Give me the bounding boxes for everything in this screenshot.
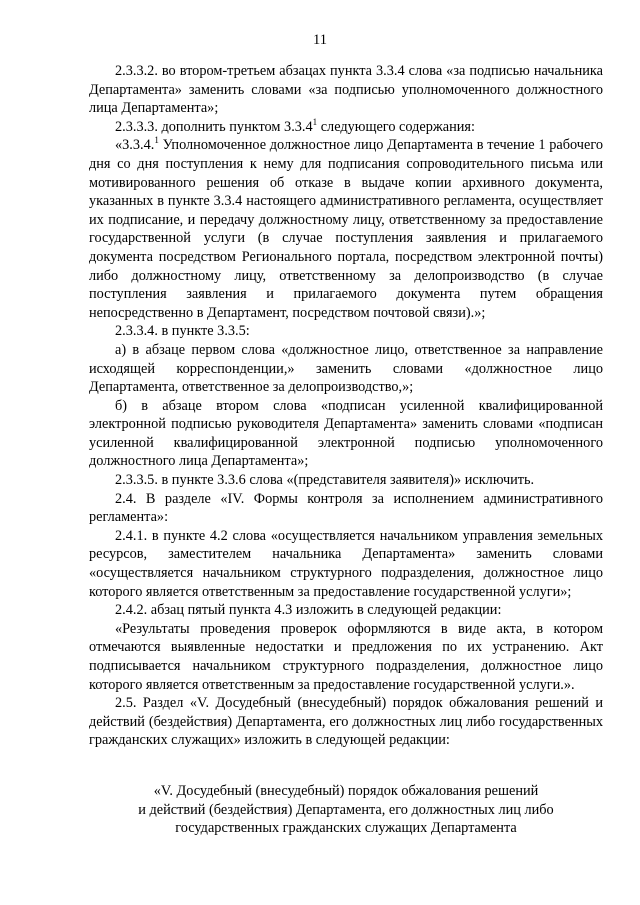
superscript: 1	[154, 135, 159, 146]
paragraph-text: 2.5. Раздел «V. Досудебный (внесудебный) порядок обжалования решений и действий (бездействия) Департамента, его должностных лиц либо государственных гражданских служащих» изложить в следующей редакции:	[89, 695, 603, 749]
heading-line: государственных гражданских служащих Департамента	[175, 820, 517, 837]
paragraph-text: «3.3.4.	[115, 137, 155, 154]
paragraph-text-after: Уполномоченное должностное лицо Департамента в течение 1 рабочего дня со дня поступления к нему для подписания сопроводительного письма или мотивированного решения об отказе в выдаче копии архивного документа, указанных в пункте 3.3.4 настоящего административного регламента, осуществляет их подписание, и передачу должностному лицу, ответственному за предоставление государственной услуги (в случае поступления заявления и прилагаемого документа посредством Регионального портала, посредством электронной почты) либо должностному лицу, ответственному за делопроизводство (в случае поступления заявления и прилагаемого документа путем обращения непосредственно в Департамент, посредством почтовой связи).»;	[89, 137, 603, 321]
paragraph-3-3-4-1	[89, 136, 603, 322]
paragraph-text: «Результаты проведения проверок оформляются в виде акта, в котором отмечаются выявленные недостатки и предложения по их устранению. Акт подписывается начальником структурного подразделения, должностное лицо которого является ответственным за предоставление государственной услуги.».	[89, 620, 603, 693]
paragraph-item-a	[89, 341, 603, 397]
section-heading	[89, 782, 603, 838]
paragraph-2-3-3-2	[89, 62, 603, 118]
paragraph-item-b	[89, 397, 603, 471]
paragraph-text: а) в абзаце первом слова «должностное лицо, ответственное за направление исходящей корреспонденции,» заменить словами «должностное лицо Департамента, ответственное за делопроизводство,»;	[89, 341, 603, 396]
paragraph-2-4	[89, 490, 603, 527]
page-number: 11	[313, 32, 327, 48]
paragraph-2-4-2	[89, 601, 603, 620]
paragraph-2-3-3-5	[89, 471, 603, 490]
document-body	[89, 62, 603, 750]
paragraph-text: б) в абзаце втором слова «подписан усиленной квалифицированной электронной подписью руководителя Департамента» заменить словами «подписан усиленной квалифицированной электронной подписью уполномоченного должностного лица Департамента»;	[89, 397, 603, 470]
paragraph-quote-results	[89, 620, 603, 694]
heading-line: «V. Досудебный (внесудебный) порядок обжалования решений	[153, 783, 539, 799]
paragraph-text: 2.3.3.3. дополнить пунктом 3.3.4	[115, 118, 313, 135]
paragraph-text: 2.4. В разделе «IV. Формы контроля за исполнением административного регламента»:	[89, 490, 603, 526]
paragraph-text: 2.4.1. в пункте 4.2 слова «осуществляется начальником управления земельных ресурсов, заместителем начальника Департамента» заменить словами «осуществляется начальником структурного подразделения, должностное лицо которого является ответственным за предоставление государственной услуги»;	[89, 527, 603, 600]
paragraph-text: 2.3.3.5. в пункте 3.3.6 слова «(представителя заявителя)» исключить.	[115, 472, 535, 489]
superscript: 1	[312, 117, 318, 128]
heading-line: и действий (бездействия) Департамента, его должностных лиц либо	[138, 801, 554, 818]
paragraph-text-after: следующего содержания:	[317, 118, 475, 135]
paragraph-2-5	[89, 694, 603, 750]
paragraph-2-3-3-4	[89, 322, 603, 341]
paragraph-text: 2.4.2. абзац пятый пункта 4.3 изложить в следующей редакции:	[115, 602, 502, 619]
paragraph-2-4-1	[89, 527, 603, 601]
paragraph-text: 2.3.3.4. в пункте 3.3.5:	[115, 323, 250, 340]
paragraph-text: 2.3.3.2. во втором-третьем абзацах пункта 3.3.4 слова «за подписью начальника Департамента» заменить словами «за подписью уполномоченного должностного лица Департамента»;	[89, 63, 603, 117]
paragraph-2-3-3-3	[89, 118, 603, 137]
